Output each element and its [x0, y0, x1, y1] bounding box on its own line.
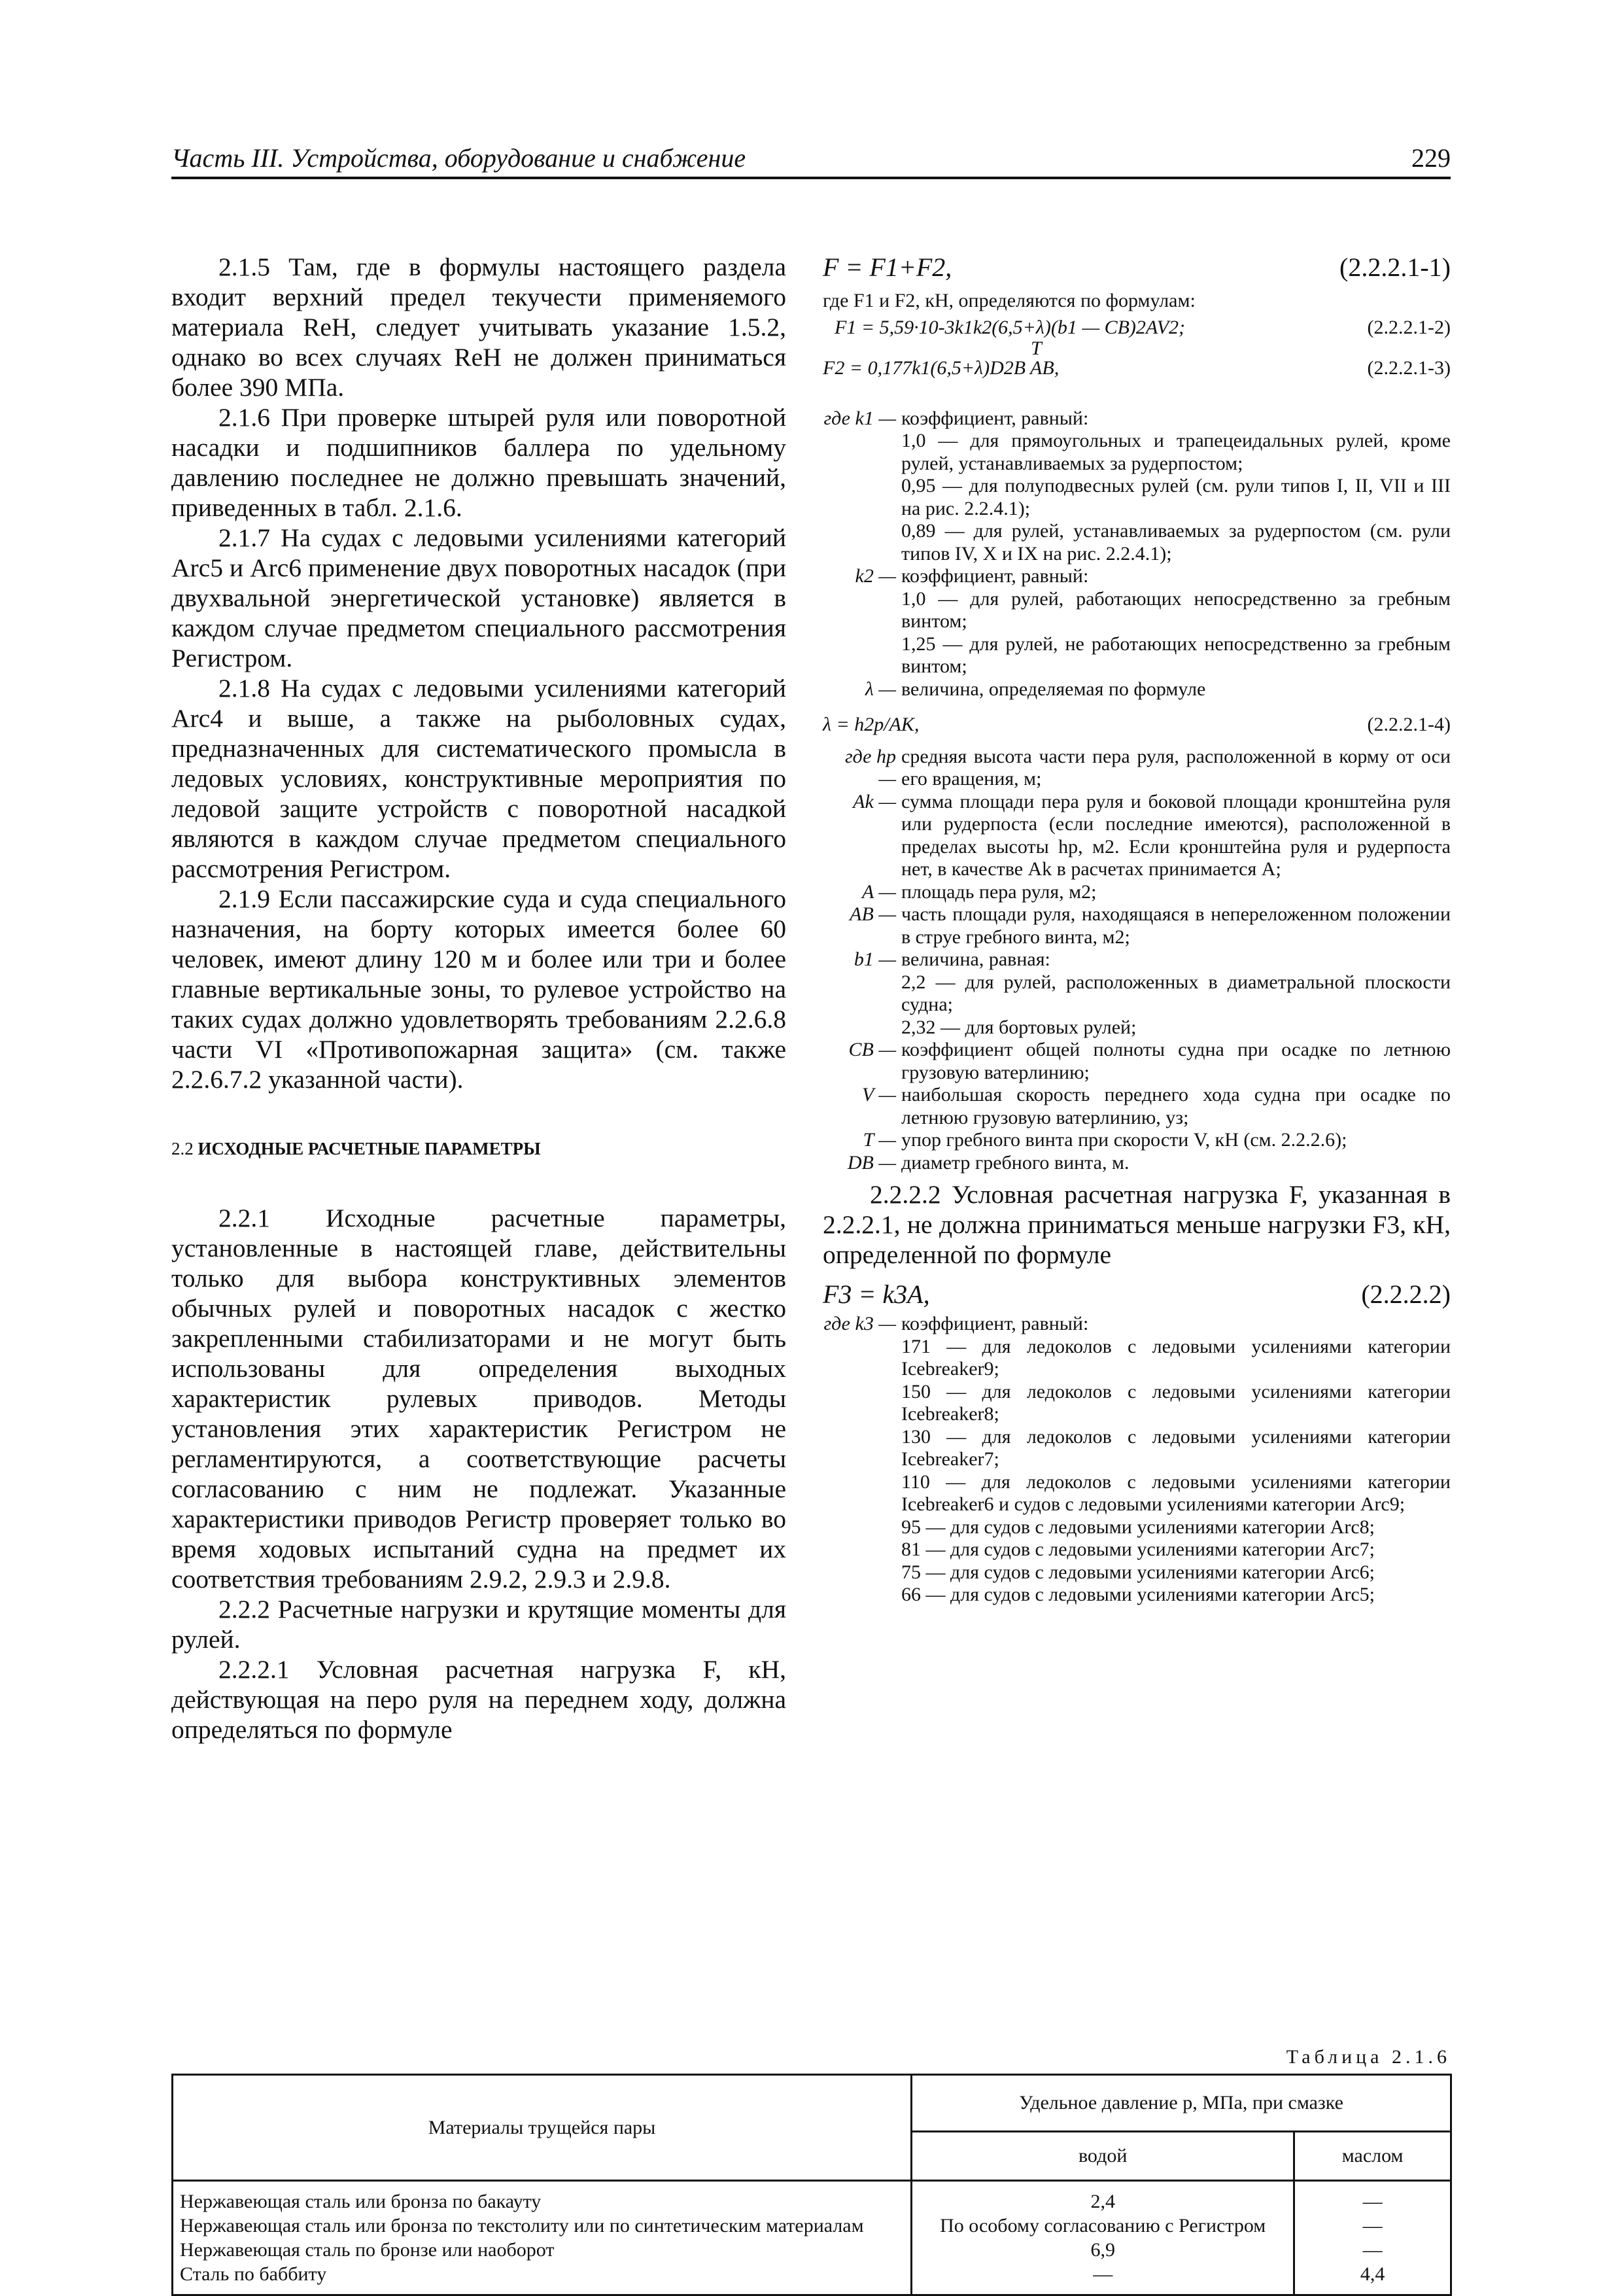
k3-value-g: 75 — для судов с ледовыми усилениями категории Arc6; [901, 1561, 1375, 1583]
definition: сумма площади пера руля и боковой площади кронштейна руля или рудерпоста (если последние имеются), расположенной в пределах высоты hp, м2. Если кронштейна руля и рудерпоста нет, в качестве Ak в расчетах принимается A; [901, 790, 1451, 880]
section-heading-2-2 [171, 1134, 786, 1164]
symbol: V — [862, 1084, 896, 1105]
k3-value-d: 110 — для ледоколов с ледовыми усилениями категории Icebreaker6 и судов с ледовыми усилениями категории Arc9; [901, 1470, 1451, 1515]
k3-value-h: 66 — для судов с ледовыми усилениями категории Arc5; [901, 1584, 1375, 1605]
k3-value-f: 81 — для судов с ледовыми усилениями категории Arc7; [901, 1539, 1375, 1560]
header-pressure: Удельное давление p, МПа, при смазке [912, 2075, 1451, 2132]
formula-number: (2.2.2.2) [1361, 1279, 1451, 1309]
formula-2-2-2-1-4 [823, 714, 1451, 737]
definition: величина, равная: [901, 948, 1050, 970]
formula-text: F3 = k3A, [823, 1279, 930, 1309]
definition-k2 [823, 565, 1451, 588]
table-row-oil: — [1362, 2191, 1383, 2212]
formula-number: (2.2.2.1-4) [1367, 714, 1451, 735]
symbol: A — [862, 880, 896, 903]
definition-db [823, 1152, 1451, 1175]
symbol: b1 — [854, 948, 896, 970]
definition: часть площади руля, находящаяся в непереложенном положении в струе гребного винта, м2; [901, 903, 1451, 948]
symbol: где hp — [844, 745, 896, 790]
definition: коэффициент, равный: [901, 407, 1089, 429]
k3-value-a: 171 — для ледоколов с ледовыми усилениями категории Icebreaker9; [901, 1335, 1451, 1380]
symbol: T — [863, 1129, 896, 1151]
where-text: где F1 и F2, кН, определяются по формулам: [823, 290, 1196, 311]
page-number: 229 [1411, 143, 1451, 173]
table-row-oil: 4,4 [1360, 2263, 1385, 2285]
definition: упор гребного винта при скорости V, кН (см. 2.2.2.6); [901, 1129, 1347, 1151]
b1-value-b: 2,32 — для бортовых рулей; [901, 1016, 1137, 1038]
symbol: λ — [865, 678, 896, 700]
definition-k3 [823, 1313, 1451, 1336]
k2-value-b: 1,25 — для рулей, не работающих непосредственно за гребным винтом; [901, 633, 1451, 677]
table-row-material: Нержавеющая сталь по бронзе или наоборот [180, 2239, 555, 2261]
symbol: k2 — [855, 565, 896, 587]
table-row-oil: — [1362, 2215, 1383, 2236]
paragraph-2-2-2-1: 2.2.2.1 Условная расчетная нагрузка F, кН, действующая на перо руля на переднем ходу, должна определяться по формуле [171, 1655, 786, 1744]
formula-text: F1 = 5,59·10-3k1k2(6,5+λ)(b1 — CB)2AV2; [835, 316, 1186, 338]
table-row-water: 2,4 [1090, 2191, 1115, 2212]
formula-2-2-2-2 [823, 1279, 1451, 1310]
table-row-water: — [1093, 2263, 1113, 2285]
definition: величина, определяемая по формуле [901, 678, 1206, 700]
b1-value-a: 2,2 — для рулей, расположенных в диаметральной плоскости судна; [901, 971, 1451, 1015]
definition: коэффициент, равный: [901, 565, 1089, 587]
table-row-material: Нержавеющая сталь или бронза по бакауту [180, 2191, 542, 2212]
symbol: Ak — [853, 790, 896, 812]
formula-text: λ = h2p/AK, [823, 714, 920, 735]
oil-cell [1294, 2181, 1451, 2295]
water-cell [912, 2181, 1294, 2295]
table-row-water: По особому согласованию с Регистром [940, 2215, 1266, 2236]
definition: коэффициент общей полноты судна при осадке по летнюю грузовую ватерлинию; [901, 1039, 1451, 1083]
fraction-numerator: T [1031, 338, 1042, 359]
definition: коэффициент, равный: [901, 1313, 1089, 1334]
table-row-water: 6,9 [1090, 2239, 1115, 2261]
symbol: где k1 — [823, 407, 896, 429]
definition: площадь пера руля, м2; [901, 880, 1097, 903]
formula-number: (2.2.2.1-2) [1367, 316, 1451, 338]
definition-ak [823, 791, 1451, 881]
paragraph-2-2-1: 2.2.1 Исходные расчетные параметры, установленные в настоящей главе, действительны только для выбора конструктивных элементов обычных рулей и поворотных насадок с жестко закрепленными стабилизаторами и не могут быть использованы для определения выходных характеристик рулевых приводов. Методы установления этих характеристик Регистром не регламентируются, а соответствующие расчеты согласованию с ним не подлежат. Указанные характеристики приводов Регистр проверяет только во время ходовых испытаний судна на предмет их соответствия требованиям 2.9.2, 2.9.3 и 2.9.8. [171, 1204, 786, 1593]
symbol: AB — [850, 903, 896, 925]
definition-a [823, 881, 1451, 904]
definition-b1 [823, 948, 1451, 971]
header-water: водой [912, 2132, 1294, 2181]
formula-2-2-2-1-2 [823, 317, 1451, 339]
formula-2-2-2-1-3 [823, 357, 1451, 380]
paragraph-2-1-5: 2.1.5 Там, где в формулы настоящего раздела входит верхний предел текучести применяемого материала ReH, следует учитывать указание 1.5.2, однако во всех случаях ReH не должен приниматься более 390 МПа. [171, 252, 786, 402]
right-column [823, 252, 1451, 1607]
k3-value-e: 95 — для судов с ледовыми усилениями категории Arc8; [901, 1516, 1375, 1538]
section-number: 2.2 [171, 1139, 194, 1158]
formula-number: (2.2.2.1-1) [1339, 252, 1451, 282]
formula-2-2-2-1-1 [823, 252, 1451, 283]
formula-text: F = F1+F2, [823, 252, 952, 282]
definition-hp [823, 746, 1451, 791]
definition-t [823, 1129, 1451, 1152]
definition: средняя высота части пера руля, расположенной в корму от оси его вращения, м; [901, 745, 1451, 790]
paragraph-2-1-7: 2.1.7 На судах с ледовыми усилениями категорий Arc5 и Arc6 применение двух поворотных насадок (при двухвальной энергетической установке) является в каждом случае предметом специального рассмотрения Регистром. [171, 523, 786, 672]
section-title: ИСХОДНЫЕ РАСЧЕТНЫЕ ПАРАМЕТРЫ [198, 1139, 541, 1158]
table-row-material: Сталь по баббиту [180, 2263, 327, 2285]
k3-value-b: 150 — для ледоколов с ледовыми усилениями категории Icebreaker8; [901, 1380, 1451, 1425]
k1-value-b: 0,95 — для полуподвесных рулей (см. рули типов I, II, VII и III на рис. 2.2.4.1); [901, 475, 1451, 519]
definition: наибольшая скорость переднего хода судна при осадке по летнюю грузовую ватерлинию, уз; [901, 1084, 1451, 1128]
symbol: где k3 — [823, 1313, 896, 1334]
header-rule [171, 177, 1451, 179]
table-row-material: Нержавеющая сталь или бронза по текстолиту или по синтетическим материалам [180, 2215, 864, 2236]
table-body [173, 2181, 1451, 2295]
formula-number: (2.2.2.1-3) [1367, 357, 1451, 379]
paragraph-2-1-6: 2.1.6 При проверке штырей руля или поворотной насадки и подшипников баллера по удельному давлению последнее не должно превышать значений, приведенных в табл. 2.1.6. [171, 403, 786, 522]
definition-k1 [823, 408, 1451, 430]
paragraph-2-2-2: 2.2.2 Расчетные нагрузки и крутящие моменты для рулей. [171, 1595, 786, 1654]
table-2-1-6 [171, 2074, 1452, 2296]
table-row-oil: — [1362, 2239, 1383, 2261]
definition-lambda [823, 678, 1451, 701]
symbol: DB — [847, 1151, 896, 1174]
paragraph-2-1-8: 2.1.8 На судах с ледовыми усилениями категорий Arc4 и выше, а также на рыболовных судах, предназначенных для систематического промысла в ледовых условиях, конструктивные мероприятия по ледовой защите устройств с поворотной насадкой являются в каждом случае предметом специального рассмотрения Регистром. [171, 674, 786, 883]
definition: диаметр гребного винта, м. [901, 1151, 1130, 1174]
header-materials: Материалы трущейся пары [173, 2075, 912, 2181]
k3-value-c: 130 — для ледоколов с ледовыми усилениями категории Icebreaker7; [901, 1425, 1451, 1470]
definition-cb [823, 1039, 1451, 1084]
formula-text: F2 = 0,177k1(6,5+λ)D2B AB, [823, 357, 1060, 379]
paragraph-2-1-9: 2.1.9 Если пассажирские суда и суда специального назначения, на борту которых имеется более 60 человек, имеют длину 120 м и более или три и более главные вертикальные зоны, то рулевое устройство на таких судах должно удовлетворять требованиям 2.2.6.8 части VI «Противопожарная защита» (см. также 2.2.6.7.2 указанной части). [171, 884, 786, 1094]
symbol: CB — [848, 1039, 896, 1060]
table-caption: Таблица 2.1.6 [1286, 2046, 1451, 2068]
definition-v [823, 1084, 1451, 1129]
k1-value-c: 0,89 — для рулей, устанавливаемых за рудерпостом (см. рули типов IV, X и IX на рис. 2.2.4.1); [901, 520, 1451, 565]
running-header-title: Часть III. Устройства, оборудование и снабжение [171, 143, 746, 173]
k1-value-a: 1,0 — для прямоугольных и трапецеидальных рулей, кроме рулей, устанавливаемых за рудерпостом; [901, 430, 1451, 474]
header-oil: маслом [1294, 2132, 1451, 2181]
materials-cell [173, 2181, 912, 2295]
definition-ab [823, 903, 1451, 948]
paragraph-2-2-2-2: 2.2.2.2 Условная расчетная нагрузка F, указанная в 2.2.2.1, не должна приниматься меньше нагрузки F3, кН, определенной по формуле [823, 1180, 1451, 1269]
left-column [171, 252, 786, 1745]
k2-value-a: 1,0 — для рулей, работающих непосредственно за гребным винтом; [901, 587, 1451, 632]
